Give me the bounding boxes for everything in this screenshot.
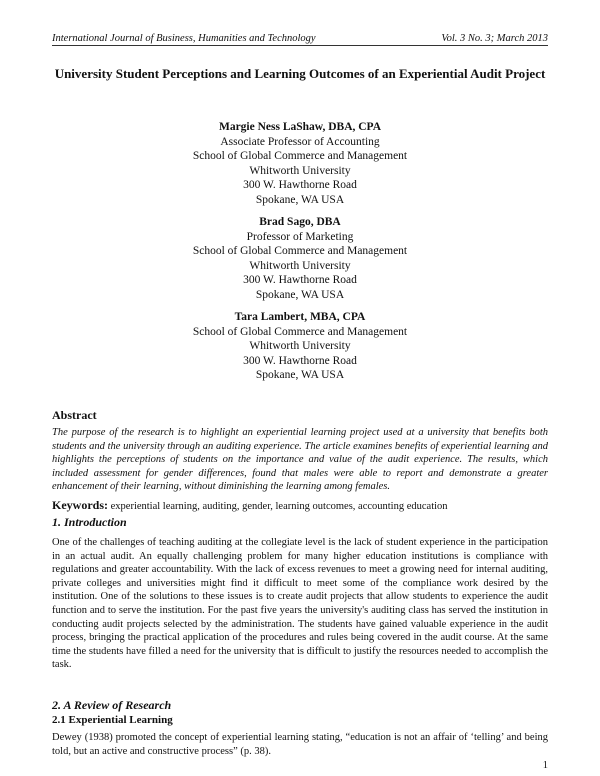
author-affiliation-line: School of Global Commerce and Management bbox=[192, 325, 408, 338]
introduction-paragraph: One of the challenges of teaching auditing at the collegiate level is the lack of student experience in the participation in an actual audit. An equally challenging problem for many higher education institutions is compliance with regulations and greater accountability. With the lack of excess revenues to meet a growing need for internal auditing, private colleges and universities might find it difficult to meet some of the compliance work desired by the institution. One of the solutions to these issues is to create audit projects that allow students to experience the audit function and to serve the institution. For the past five years the university's auditing class has served the institution in conducting audit projects selected by the administration. The students have gained valuable experience in the audit process, bringing the practical application of the procedures and rules being covered in the audit course. At the same time the students have filled a need for the university that is difficult to justify the resources needed to accomplish the task. bbox=[52, 537, 548, 671]
author-3 bbox=[52, 310, 548, 383]
keywords bbox=[52, 498, 548, 513]
paper-title: University Student Perceptions and Learning Outcomes of an Experiential Audit Project bbox=[54, 66, 546, 81]
review-paragraph: Dewey (1938) promoted the concept of experiential learning stating, “education is not an affair of ‘telling’ and being told, but an active and constructive process” (p. 38). bbox=[52, 732, 548, 757]
running-header bbox=[52, 33, 548, 46]
author-affiliation-line: School of Global Commerce and Management bbox=[192, 245, 408, 257]
author-affiliation-line: Professor of Marketing bbox=[246, 230, 354, 243]
author-affiliation-line: Whitworth University bbox=[249, 340, 351, 352]
author-name: Tara Lambert, MBA, CPA bbox=[234, 311, 366, 323]
keywords-label: Keywords: bbox=[52, 498, 108, 512]
abstract-heading: Abstract bbox=[52, 408, 97, 422]
section-heading-introduction: 1. Introduction bbox=[52, 515, 127, 529]
author-affiliation-line: 300 W. Hawthorne Road bbox=[243, 179, 357, 191]
keywords-text: experiential learning, auditing, gender, learning outcomes, accounting education bbox=[110, 501, 448, 512]
author-affiliation-line: Spokane, WA USA bbox=[255, 193, 345, 206]
author-block bbox=[52, 120, 548, 391]
page-number: 1 bbox=[542, 760, 548, 771]
author-1 bbox=[52, 120, 548, 207]
journal-name: International Journal of Business, Humanities and Technology bbox=[52, 33, 316, 44]
author-affiliation-line: Associate Professor of Accounting bbox=[220, 135, 380, 148]
abstract-text: The purpose of the research is to highlight an experiential learning project used at a university that benefits both students and the university through an auditing experience. The article examines benefits of experiential learning and highlights the perceptions of students on the importance and value of the audit experience. The results, which included assessment for gender differences, found that males were able to report and demonstrate a greater enhancement of their learning, without diminishing the learning among females. bbox=[52, 427, 548, 492]
author-affiliation-line: 300 W. Hawthorne Road bbox=[243, 354, 357, 367]
author-affiliation-line: School of Global Commerce and Management bbox=[192, 150, 408, 162]
author-2 bbox=[52, 215, 548, 302]
author-affiliation-line: Whitworth University bbox=[249, 164, 351, 177]
author-affiliation-line: Whitworth University bbox=[249, 259, 351, 272]
author-name: Brad Sago, DBA bbox=[259, 216, 341, 228]
author-affiliation-line: 300 W. Hawthorne Road bbox=[243, 274, 357, 286]
subsection-heading-experiential: 2.1 Experiential Learning bbox=[52, 714, 173, 726]
section-heading-review: 2. A Review of Research bbox=[52, 698, 172, 712]
author-affiliation-line: Spokane, WA USA bbox=[255, 369, 345, 381]
author-affiliation-line: Spokane, WA USA bbox=[255, 288, 345, 301]
volume-info: Vol. 3 No. 3; March 2013 bbox=[441, 33, 548, 44]
author-name: Margie Ness LaShaw, DBA, CPA bbox=[218, 121, 382, 133]
